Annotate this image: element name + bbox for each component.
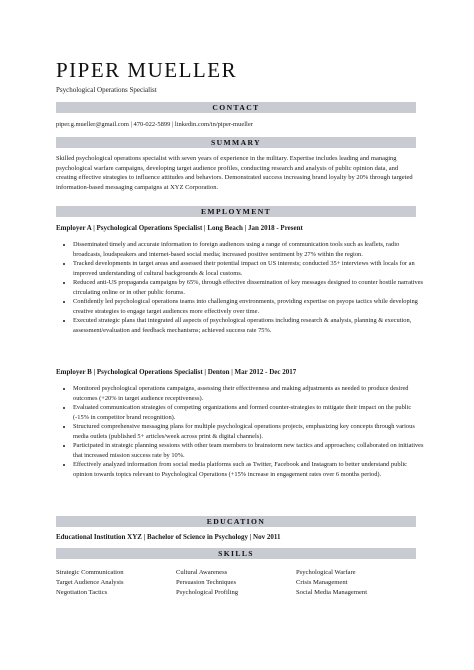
candidate-name: PIPER MUELLER bbox=[56, 58, 238, 82]
job-bullet: • Participated in strategic planning sessions with other team members to brainstorm new tactics and approaches; collaborated on initiatives that increased mission success rate by 10%. bbox=[73, 441, 425, 460]
job-bullet: • Reduced anti-US propaganda campaigns by 65%, through effective dissemination of key messages designed to counter hostile narratives circulating online or in other public forums. bbox=[73, 278, 425, 297]
skills-column-3 bbox=[296, 568, 416, 598]
job-bullet: • Evaluated communication strategies of competing organizations and formed counter-strategies to mitigate their impact on the public (-15% in competitor brand recognition). bbox=[73, 403, 425, 422]
job-bullet: • Disseminated timely and accurate information to foreign audiences using a range of communication tools such as leaflets, radio broadcasts, loudspeakers and internet-based social media; increased positive sentiment by 27% within the region. bbox=[73, 240, 425, 259]
employment-section-header: EMPLOYMENT bbox=[56, 206, 416, 217]
candidate-title: Psychological Operations Specialist bbox=[56, 86, 157, 94]
job-bullet: • Tracked developments in target areas and assessed their potential impact on US interests; conducted 35+ interviews with locals for an improved understanding of cultural backgrounds & local customs. bbox=[73, 259, 425, 278]
education-line: Educational Institution XYZ | Bachelor of Science in Psychology | Nov 2011 bbox=[56, 533, 281, 541]
job-heading-employer-b: Employer B | Psychological Operations Specialist | Denton | Mar 2012 - Dec 2017 bbox=[56, 368, 297, 376]
summary-text: Skilled psychological operations specialist with seven years of experience in the military. Expertise includes leading and managing psychological warfare campaigns, developing target audience profiles, conducting research and analysis of public opinion data, and creating effective strategies to influence attitudes and behaviors. Demonstrated success increasing brand loyalty by 20% through targeted information-based messaging campaigns at XYZ Corporation. bbox=[56, 155, 413, 192]
contact-section-header: CONTACT bbox=[56, 102, 416, 113]
skills-column-1 bbox=[56, 568, 176, 598]
job-bullet: • Executed strategic plans that integrated all aspects of psychological operations including research & analysis, planning & execution, assessment/evaluation and feedback mechanisms; achieved success rate 75%. bbox=[73, 316, 425, 335]
skill-item: Negotiation Tactics bbox=[56, 589, 108, 596]
summary-section-header: SUMMARY bbox=[56, 137, 416, 148]
job-bullet: • Monitored psychological operations campaigns, assessing their effectiveness and making adjustments as needed to produce desired outcomes (+20% in target audience receptiveness). bbox=[73, 384, 425, 403]
job-bullet: • Effectively analyzed information from social media platforms such as Twitter, Facebook and Instagram to better understand public opinion towards topics relevant to Psychological Operations (+15% increase in engagement rates over 6 months period). bbox=[73, 460, 425, 479]
skill-item: Social Media Management bbox=[296, 589, 368, 596]
job-bullet: • Structured comprehensive messaging plans for multiple psychological operations projects, emphasizing key concepts through various media outlets (published 5+ articles/week across print & digital channels). bbox=[73, 422, 425, 441]
job-bullet: • Confidently led psychological operations teams into challenging environments, providing expertise on psyops tactics while developing creative strategies to engage target audiences more effectively over time. bbox=[73, 297, 425, 316]
skill-item: Crisis Management bbox=[296, 579, 348, 586]
skill-item: Cultural Awareness bbox=[176, 569, 228, 576]
education-section-header: EDUCATION bbox=[56, 516, 416, 527]
job-bullets-employer-b bbox=[64, 384, 425, 479]
contact-line: piper.g.mueller@gmail.com | 470-022-5899 | linkedin.com/in/piper-mueller bbox=[56, 121, 253, 128]
skill-item: Psychological Profiling bbox=[176, 589, 239, 596]
skill-item: Target Audience Analysis bbox=[56, 579, 124, 586]
skill-item: Psychological Warfare bbox=[296, 569, 356, 576]
skill-item: Persuasion Techniques bbox=[176, 579, 237, 586]
job-bullets-employer-a bbox=[64, 240, 425, 335]
skills-section-header: SKILLS bbox=[56, 548, 416, 559]
skills-grid bbox=[56, 568, 416, 598]
skills-column-2 bbox=[176, 568, 296, 598]
job-heading-employer-a: Employer A | Psychological Operations Specialist | Long Beach | Jan 2018 - Present bbox=[56, 224, 303, 232]
skill-item: Strategic Communication bbox=[56, 569, 124, 576]
